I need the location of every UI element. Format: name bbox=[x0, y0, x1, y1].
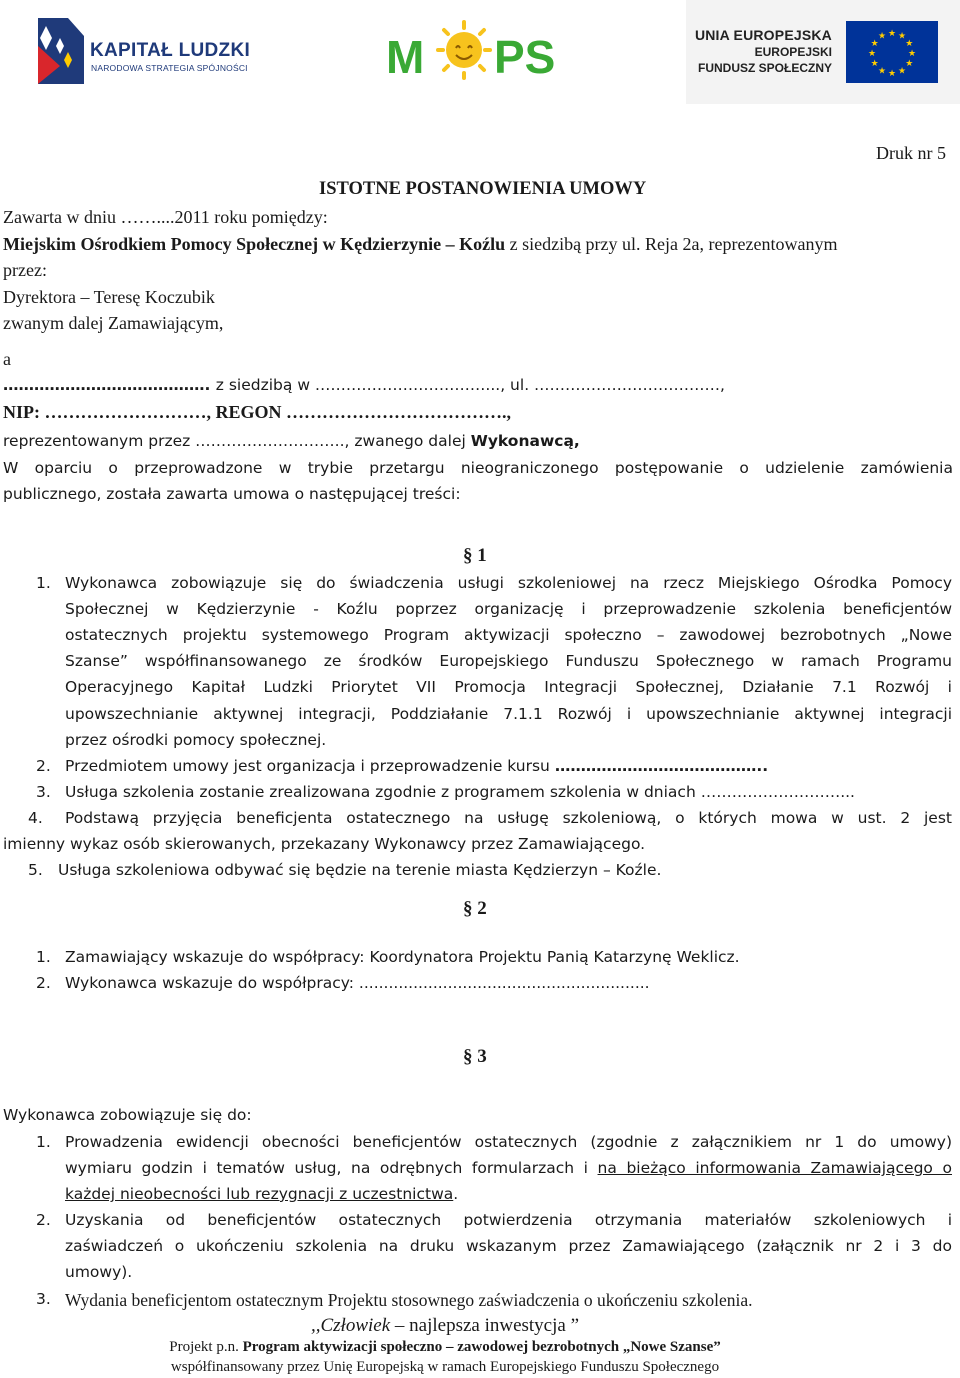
s1-item-3-text: Usługa szkolenia zostanie zrealizowana zgodnie z programem szkolenia w dniach ………………………... bbox=[65, 783, 855, 801]
contractor-label: Wykonawcą, bbox=[470, 432, 580, 450]
section-3-heading: § 3 bbox=[463, 1046, 487, 1067]
s3-item-2-number: 2. bbox=[36, 1211, 51, 1229]
mops-logo bbox=[386, 18, 564, 90]
s3-item-3-text: Wydania beneficjentom ostatecznym Projektu stosownego zaświadczenia o ukończeniu szkolenia. bbox=[65, 1290, 753, 1310]
party-one-line bbox=[3, 234, 837, 255]
contractor-representative-line bbox=[3, 432, 580, 450]
s3-item-1-number: 1. bbox=[36, 1133, 51, 1151]
contractor-name-blank: …………………………………. bbox=[3, 376, 216, 394]
s1-item-1-line: Wykonawca zobowiązuje się do świadczenia usługi szkoleniowej na rzecz Miejskiego Ośrodka Pomocy bbox=[65, 574, 952, 592]
footer-slogan-rest: – najlepsza inwestycja ” bbox=[390, 1315, 580, 1336]
svg-text:★: ★ bbox=[897, 66, 907, 77]
ordering-party-name: Zamawiającym, bbox=[107, 313, 224, 333]
section-1-heading: § 1 bbox=[463, 545, 487, 566]
s1-item-1-line: upowszechnianie aktywnej integracji, Poddziałanie 7.1.1 Rozwój i upowszechnianie aktywnej integracji bbox=[65, 705, 952, 723]
svg-text:M: M bbox=[386, 31, 425, 83]
s2-item-1-number: 1. bbox=[36, 948, 51, 966]
s1-item-1-line: Szanse” współfinansowanego ze środków Europejskiego Funduszu Społecznego w ramach Programu bbox=[65, 652, 952, 670]
svg-text:★: ★ bbox=[887, 29, 897, 39]
footer-project-name: Program aktywizacji społeczno – zawodowej bezrobotnych „Nowe Szanse” bbox=[242, 1339, 721, 1355]
footer-cofinancing-line: współfinansowany przez Unię Europejską w ramach Europejskiego Funduszu Społecznego bbox=[170, 1359, 720, 1375]
conjunction-a: a bbox=[3, 349, 11, 369]
s3-item-1-line-2-plain: wymiaru godzin i tematów usług, na odrębnych formularzach i bbox=[65, 1159, 598, 1177]
mops-sun-logo-icon bbox=[386, 18, 564, 90]
s3-item-2-line-2: zaświadczeń o ukończeniu szkolenia na druku wskazanym przez Zamawiającego (załącznik nr 2 i 3 do bbox=[65, 1237, 952, 1255]
footer-slogan bbox=[0, 1315, 925, 1337]
course-label: Przedmiotem umowy jest organizacja i przeprowadzenie kursu bbox=[65, 757, 555, 775]
s1-item-5-number: 5. bbox=[28, 861, 43, 879]
basis-line-2: publicznego, została zawarta umowa o następującej treści: bbox=[3, 485, 461, 503]
s3-item-1-line-2 bbox=[65, 1159, 952, 1177]
course-name-blank: ………………………………….. bbox=[554, 757, 769, 775]
svg-text:★: ★ bbox=[897, 31, 907, 42]
s3-item-2-line-1: Uzyskania od beneficjentów ostatecznych potwierdzenia otrzymania materiałów szkoleniowych i bbox=[65, 1211, 952, 1229]
eu-line-2: EUROPEJSKI bbox=[754, 45, 832, 59]
contractor-address-line bbox=[3, 376, 725, 394]
s2-item-2-number: 2. bbox=[36, 974, 51, 992]
s3-item-1-line-3-end: . bbox=[453, 1185, 459, 1203]
footer-project-prefix: Projekt p.n. bbox=[169, 1339, 243, 1355]
page-header bbox=[0, 0, 960, 110]
s1-item-5-text: Usługa szkoleniowa odbywać się będzie na terenie miasta Kędzierzyn – Koźle. bbox=[58, 861, 662, 879]
svg-text:★: ★ bbox=[877, 66, 887, 77]
svg-text:★: ★ bbox=[870, 59, 879, 69]
s3-item-1-line-3-underlined: każdej nieobecności lub rezygnacji z uczestnictwa bbox=[65, 1185, 454, 1203]
contractor-address-blank: z siedzibą w ……………………………..., ul. ………………………………, bbox=[215, 376, 725, 394]
s3-item-1-line-2-underlined: na bieżąco informowania Zamawiającego o bbox=[597, 1159, 952, 1177]
eu-logo-text bbox=[695, 26, 832, 76]
eu-line-3: FUNDUSZ SPOŁECZNY bbox=[697, 61, 832, 75]
contractor-representative-blank: reprezentowanym przez ……………………….., zwanego dalej bbox=[3, 432, 471, 450]
s3-item-1-line-3 bbox=[65, 1185, 458, 1203]
s1-item-1-line: przez ośrodki pomocy społecznej. bbox=[65, 731, 327, 749]
s3-item-2-line-3: umowy). bbox=[65, 1263, 133, 1281]
svg-text:★: ★ bbox=[905, 59, 914, 69]
eu-logo bbox=[686, 0, 960, 104]
kapital-ludzki-logo bbox=[38, 18, 251, 88]
s3-item-3-number: 3. bbox=[36, 1290, 51, 1308]
footer-project-line bbox=[0, 1339, 925, 1356]
director-line: Dyrektora – Teresę Koczubik bbox=[3, 287, 215, 307]
document-title: ISTOTNE POSTANOWIENIA UMOWY bbox=[319, 179, 647, 199]
footer-slogan-emphasis: ,,Człowiek bbox=[310, 1315, 391, 1336]
nip-regon-line: NIP: ………………………, REGON ………………………………., bbox=[3, 402, 511, 422]
svg-text:★: ★ bbox=[907, 49, 917, 59]
contract-date-line: Zawarta w dniu ……....2011 roku pomiędzy: bbox=[3, 207, 328, 227]
ordering-party-line bbox=[3, 313, 223, 334]
basis-line-1: W oparciu o przeprowadzone w trybie przetargu nieograniczonego postępowanie o udzielenie zamówienia bbox=[3, 459, 953, 477]
party-one-name: Miejskim Ośrodkiem Pomocy Społecznej w Kędzierzynie – Koźlu bbox=[3, 234, 506, 254]
s1-item-3-number: 3. bbox=[36, 783, 51, 801]
svg-text:PS: PS bbox=[494, 31, 556, 83]
s1-item-1-line: ostatecznych projektu systemowego Program aktywizacji społeczno – zawodowej bezrobotnych „Nowe bbox=[65, 626, 952, 644]
s2-item-1-text: Zamawiający wskazuje do współpracy: Koordynatora Projektu Panią Katarzynę Weklicz. bbox=[65, 948, 740, 966]
s1-item-2-number: 2. bbox=[36, 757, 51, 775]
kapital-ludzki-mark-icon bbox=[38, 18, 84, 84]
s1-item-4-line-1: Podstawą przyjęcia beneficjenta ostatecznego na usługę szkoleniową, o których mowa w ust. 2 jest bbox=[65, 809, 952, 827]
form-number: Druk nr 5 bbox=[876, 143, 946, 163]
svg-text:★: ★ bbox=[905, 39, 914, 49]
s1-item-1-number: 1. bbox=[36, 574, 51, 592]
section-2-heading: § 2 bbox=[463, 898, 487, 919]
s1-item-2-text bbox=[65, 757, 768, 775]
s3-item-1-line-1: Prowadzenia ewidencji obecności beneficjentów ostatecznych (zgodnie z załącznikiem nr 1 do umowy) bbox=[65, 1133, 952, 1151]
kapital-ludzki-title: KAPITAŁ LUDZKI bbox=[90, 40, 251, 61]
represented-by-line: przez: bbox=[3, 260, 47, 280]
kapital-ludzki-subtitle: NARODOWA STRATEGIA SPÓJNOŚCI bbox=[91, 63, 248, 73]
s3-intro: Wykonawca zobowiązuje się do: bbox=[3, 1106, 252, 1124]
s2-item-2-text: Wykonawca wskazuje do współpracy: ........................................................... bbox=[65, 974, 650, 992]
s1-item-4-line-2: imienny wykaz osób skierowanych, przekazany Wykonawcy przez Zamawiającego. bbox=[3, 835, 646, 853]
s1-item-1-line: Społecznej w Kędzierzynie - Koźlu poprzez organizację i przeprowadzenie szkolenia beneficjentów bbox=[65, 600, 952, 618]
svg-text:★: ★ bbox=[887, 69, 897, 79]
svg-text:★: ★ bbox=[870, 39, 879, 49]
s1-item-4-number: 4. bbox=[28, 809, 43, 827]
party-one-address: z siedzibą przy ul. Reja 2a, reprezentowanym bbox=[505, 234, 838, 254]
eu-flag-icon bbox=[846, 21, 938, 83]
eu-line-1: UNIA EUROPEJSKA bbox=[694, 27, 832, 43]
svg-text:★: ★ bbox=[877, 31, 887, 42]
ordering-party-prefix: zwanym dalej bbox=[3, 313, 108, 333]
svg-text:★: ★ bbox=[867, 49, 877, 59]
s1-item-1-line: Operacyjnego Kapitał Ludzki Priorytet VII Promocja Integracji Społecznej, Działanie 7.1 Rozwój i bbox=[65, 678, 952, 696]
